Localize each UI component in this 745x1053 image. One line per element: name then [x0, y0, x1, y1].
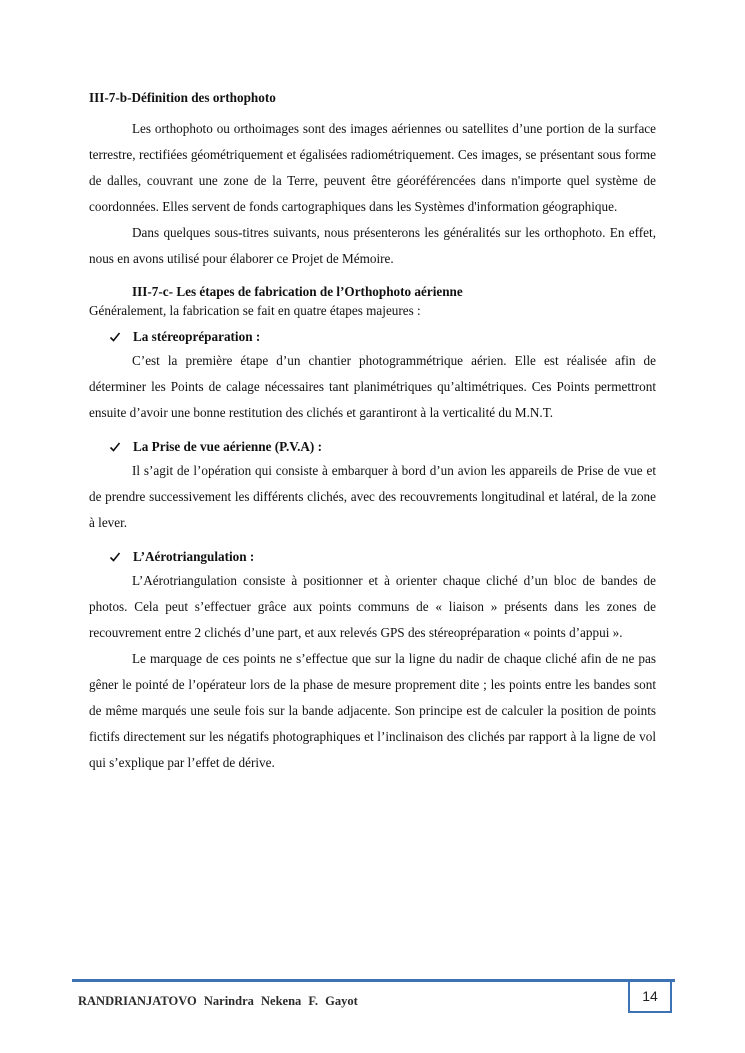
step-1-paragraph-1: C’est la première étape d’un chantier photogrammétrique aérien. Elle est réalisée afin de déterminer les Points de calage nécessaires tant planimétriques qu’altimétriques. Ces Points permettront ensuite d’avoir une bonne restitution des clichés et garantiront à la verticalité du M.N.T. [89, 353, 656, 420]
step-2-label: La Prise de vue aérienne (P.V.A) : [133, 439, 322, 454]
step-3-paragraph-1: L’Aérotriangulation consiste à positionner et à orienter chaque cliché d’un bloc de bandes de photos. Cela peut s’effectuer grâce aux points communs de « liaison » présents dans les zones de recouvrement entre 2 clichés d’une part, et aux relevés GPS des stéreopréparation « points d’appui ». [89, 573, 656, 640]
step-1-label: La stéreopréparation : [133, 329, 261, 344]
page-number-box [628, 981, 672, 1013]
step-1-bullet [89, 326, 656, 348]
checkmark-icon [109, 441, 121, 453]
step-2-paragraph-1: Il s’agit de l’opération qui consiste à embarquer à bord d’un avion les appareils de Prise de vue et de prendre successivement les différents clichés, avec des recouvrements longitudinal et latéral, de la zone à lever. [89, 463, 656, 530]
page-content [89, 88, 656, 776]
footer-author: RANDRIANJATOVO Narindra Nekena F. Gayot [78, 994, 358, 1008]
footer-divider [72, 979, 675, 982]
section-b-paragraph-2: Dans quelques sous-titres suivants, nous présenterons les généralités sur les orthophoto. En effet, nous en avons utilisé pour élaborer ce Projet de Mémoire. [89, 225, 656, 266]
section-b-heading: III-7-b-Définition des orthophoto [89, 90, 276, 105]
checkmark-icon [109, 551, 121, 563]
step-3-label: L’Aérotriangulation : [133, 549, 255, 564]
section-c-heading: III-7-c- Les étapes de fabrication de l’Orthophoto aérienne [132, 284, 463, 299]
page-number: 14 [642, 988, 658, 1004]
checkmark-icon [109, 331, 121, 343]
step-3-paragraph-2: Le marquage de ces points ne s’effectue que sur la ligne du nadir de chaque cliché afin de ne pas gêner le pointé de l’opérateur lors de la phase de mesure proprement dite ; les points entre les bandes sont de même marqués une seule fois sur la bande adjacente. Son principe est de calculer la position de points fictifs directement sur les négatifs photographiques et l’inclinaison des clichés par rapport à la ligne de vol qui s’explique par l’effet de dérive. [89, 651, 656, 770]
step-3-bullet [89, 546, 656, 568]
section-b-paragraph-1: Les orthophoto ou orthoimages sont des images aériennes ou satellites d’une portion de la surface terrestre, rectifiées géométriquement et égalisées radiométriquement. Ces images, se présentant sous forme de dalles, couvrant une zone de la Terre, peuvent être géoréférencées dans n'importe quel système de coordonnées. Elles servent de fonds cartographiques dans les Systèmes d'information géographique. [89, 121, 656, 214]
section-c-intro: Généralement, la fabrication se fait en quatre étapes majeures : [89, 303, 421, 318]
step-2-bullet [89, 436, 656, 458]
